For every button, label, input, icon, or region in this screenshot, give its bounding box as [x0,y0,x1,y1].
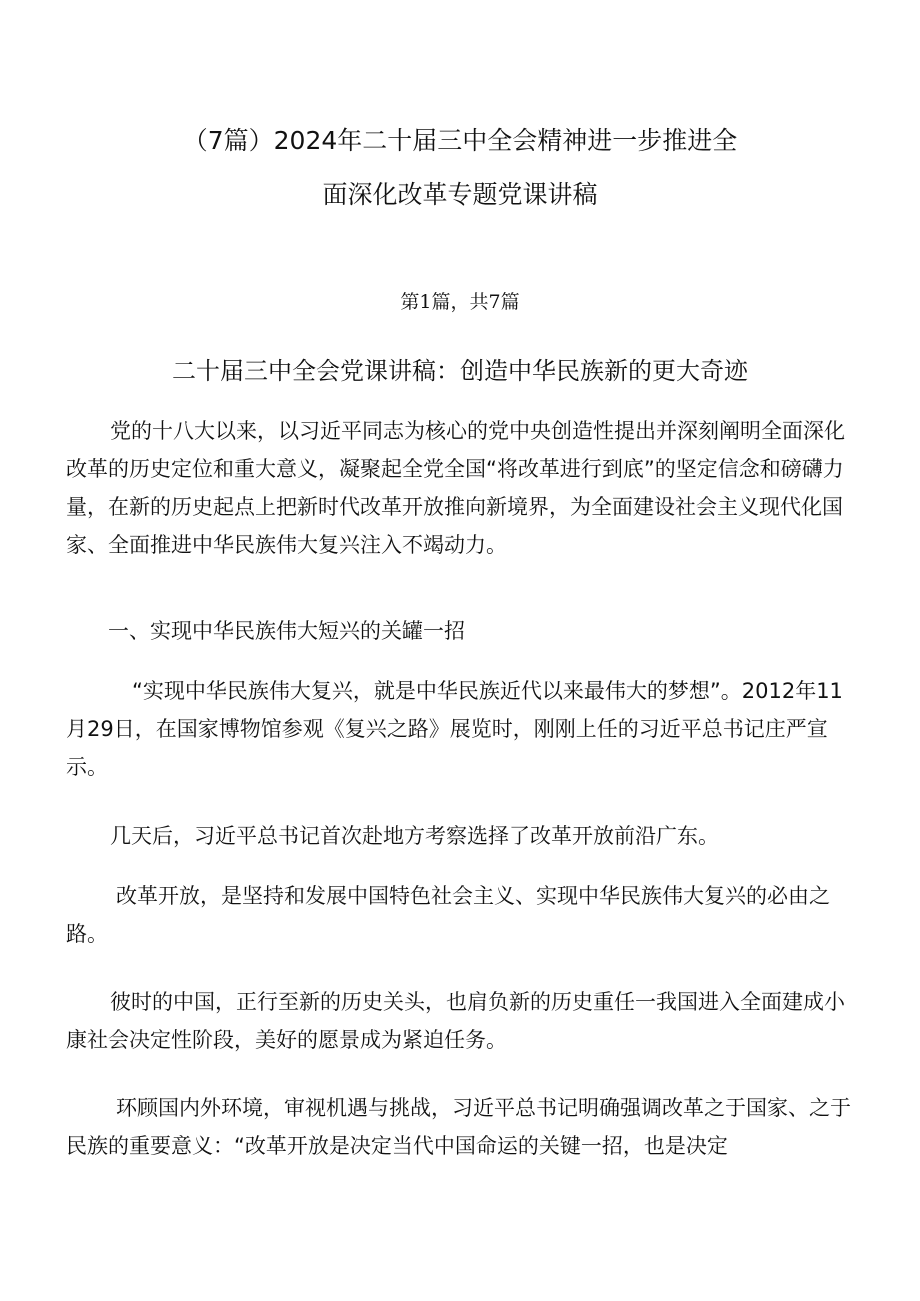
section-heading-1: 一、实现中华民族伟大短兴的关罐一招 [108,619,465,643]
part-label: 第1篇，共7篇 [400,291,520,313]
paragraph-historic-juncture: 彼时的中国，正行至新的历史关头，也肩负新的历史重任一我国进入全面建成小康社会决定性阶段，美好的愿景成为紧迫任务。 [66,990,845,1052]
document-title-line-2: 面深化改革专题党课讲稿 [322,180,598,209]
paragraph-reform-path: 改革开放，是坚持和发展中国特色社会主义、实现中华民族伟大复兴的必由之路。 [66,884,830,946]
document-title-line-1: （7篇）2024年二十届三中全会精神进一步推进全 [182,126,738,155]
paragraph-guangdong: 几天后，习近平总书记首次赴地方考察选择了改革开放前沿广东。 [110,824,719,848]
paragraph-quote: “实现中华民族伟大复兴，就是中华民族近代以来最伟大的梦想”。2012年11月29日，在国家博物馆参观《复兴之路》展览时，刚刚上任的习近平总书记庄严宣示。 [66,679,843,779]
paragraph-intro: 党的十八大以来，以习近平同志为核心的党中央创造性提出并深刻阐明全面深化改革的历史定位和重大意义，凝聚起全党全国“将改革进行到底”的坚定信念和磅礴力量，在新的历史起点上把新时代改革开放推向新境界，为全面建设社会主义现代化国家、全面推进中华民族伟大复兴注入不竭动力。 [66,419,845,557]
paragraph-environment: 环顾国内外环境，审视机遇与挑战，习近平总书记明确强调改革之于国家、之于民族的重要意义：“改革开放是决定当代中国命运的关键一招，也是决定 [66,1096,851,1158]
section-subtitle: 二十届三中全会党课讲稿：创造中华民族新的更大奇迹 [172,357,748,385]
